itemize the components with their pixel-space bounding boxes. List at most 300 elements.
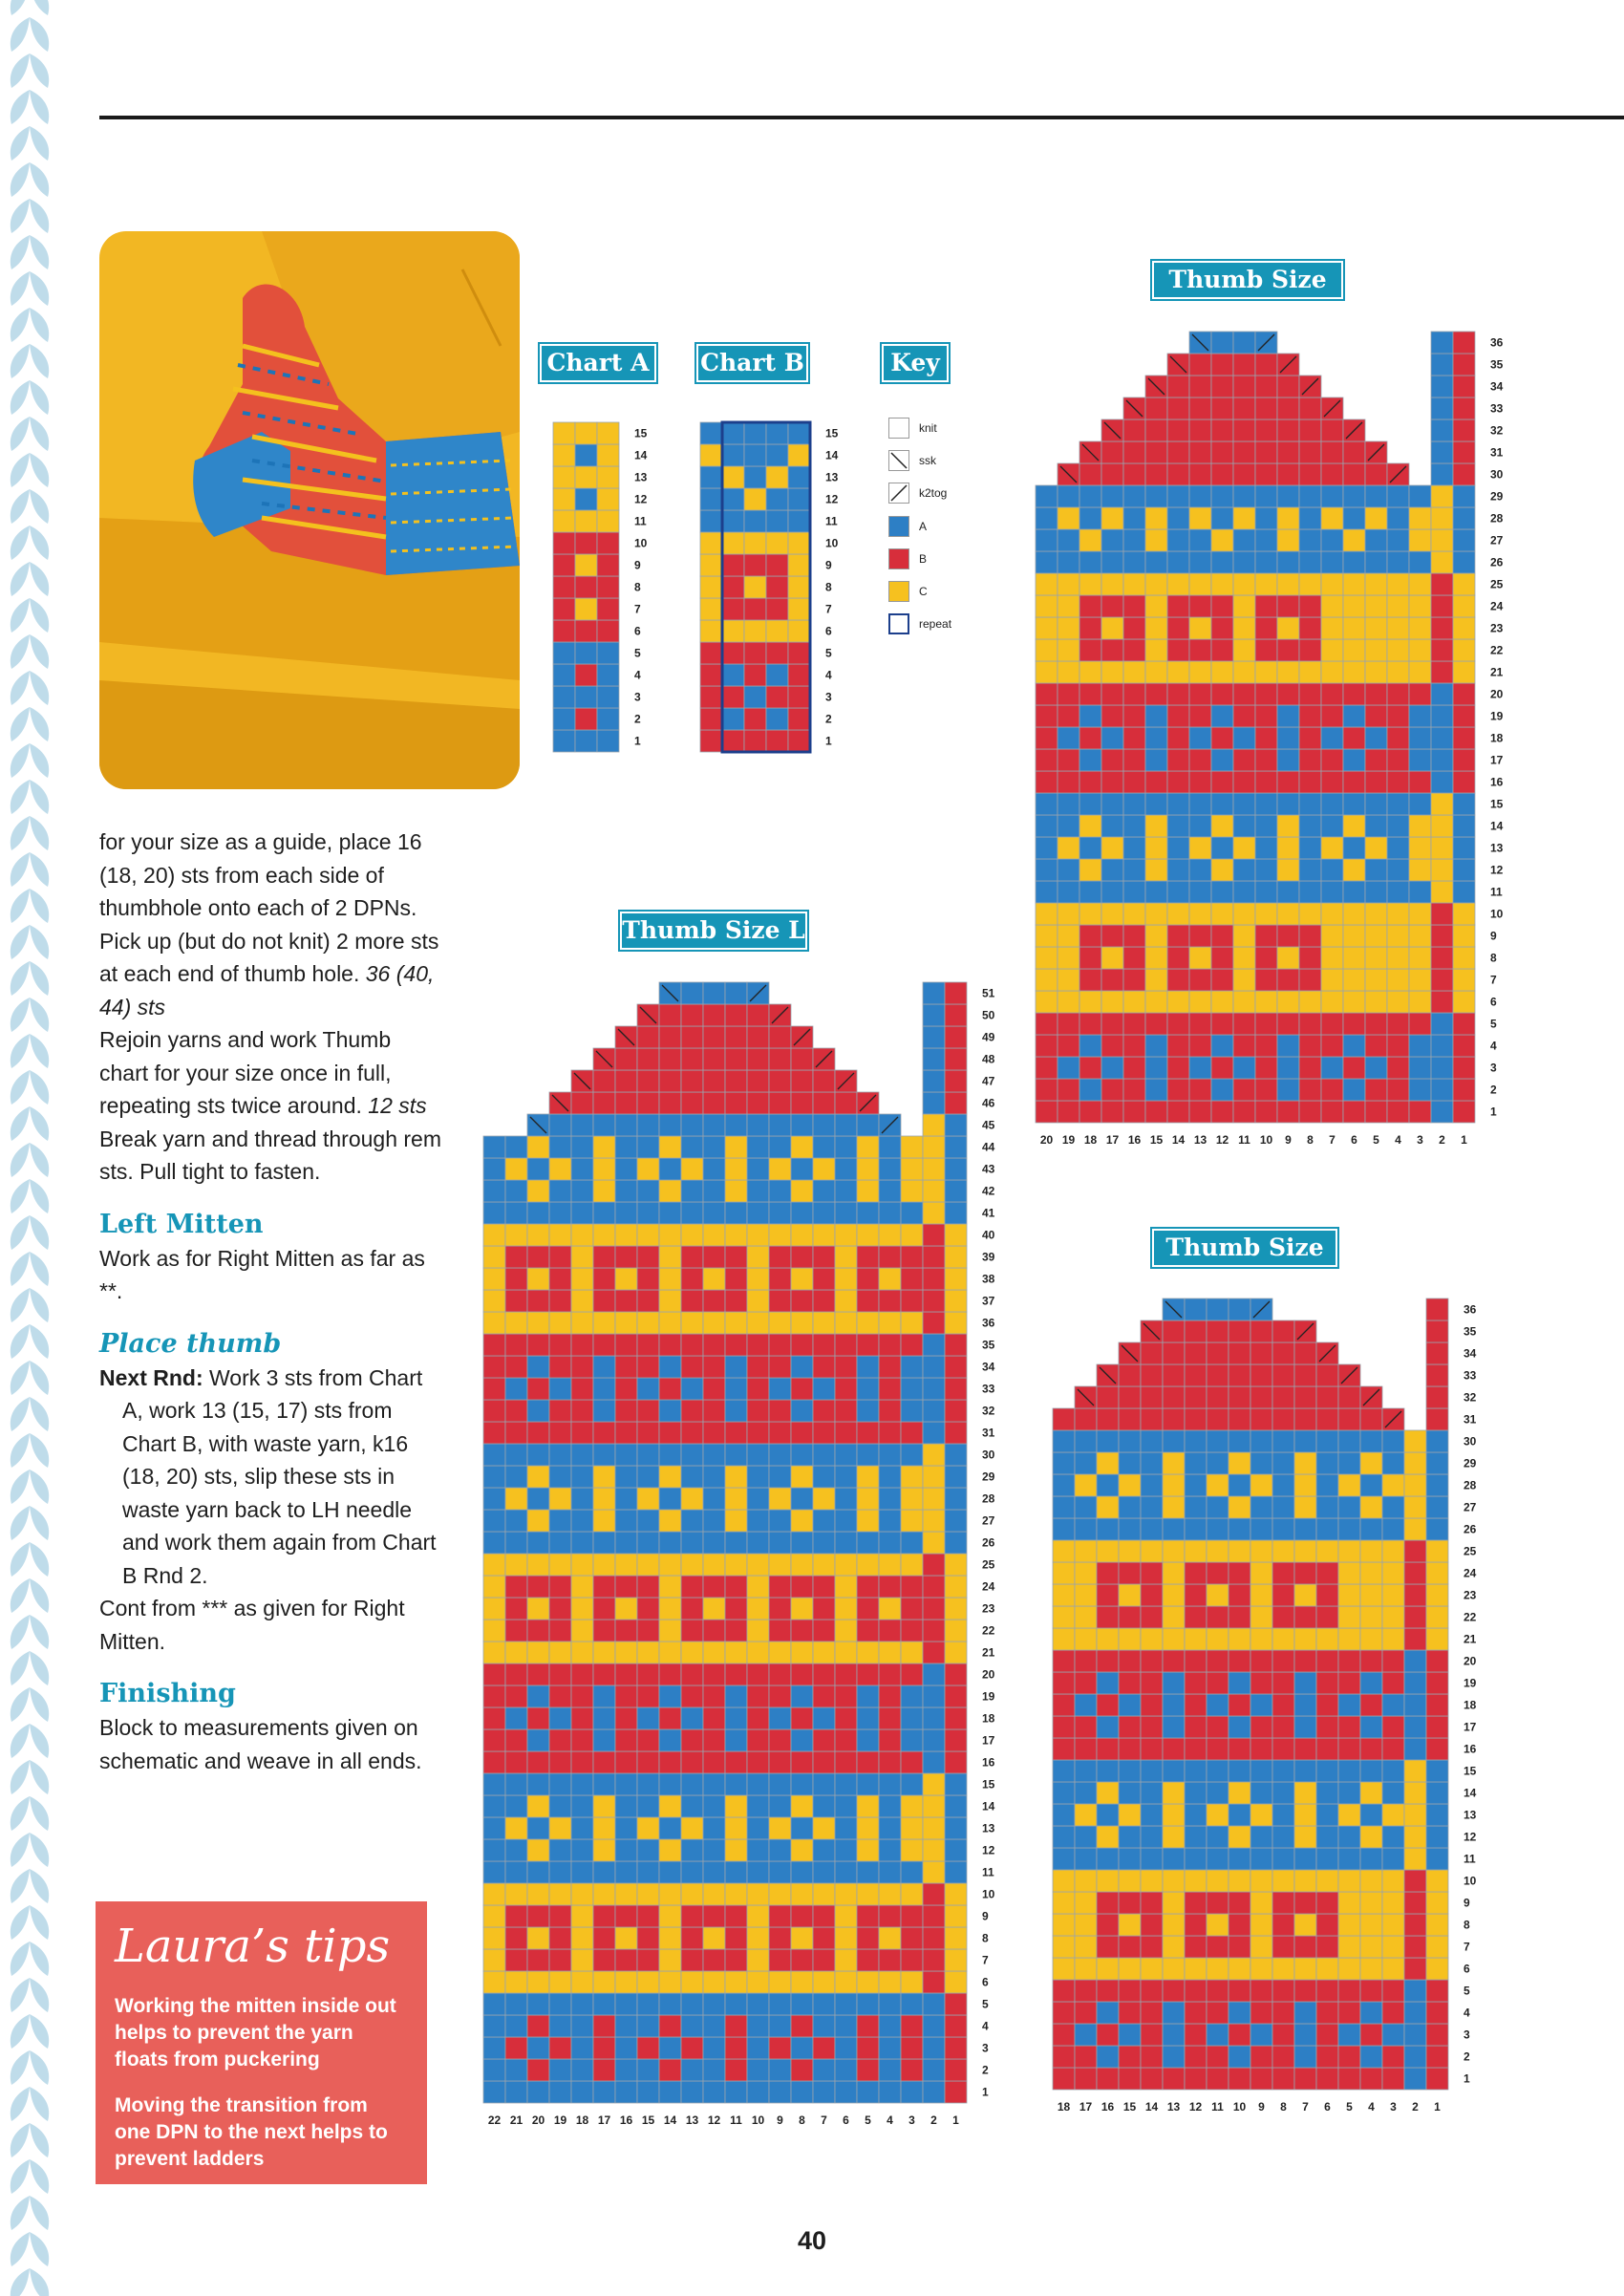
thumb-l-cell [857, 1839, 879, 1861]
thumb-l-col-label: 21 [509, 2114, 524, 2127]
thumb-m-cell [1277, 617, 1299, 639]
thumb-l-row-label: 29 [982, 1470, 995, 1484]
thumb-l-cell [813, 1356, 835, 1378]
thumb-m-cell [1299, 617, 1321, 639]
thumb-l-cell [483, 1224, 505, 1246]
thumb-m-cell [1453, 397, 1475, 419]
thumb-m-cell [1123, 925, 1145, 947]
thumb-s-cell [1141, 1936, 1163, 1958]
thumb-s-cell [1338, 2046, 1360, 2068]
thumb-l-cell [505, 1729, 527, 1751]
thumb-s-cell [1075, 1804, 1097, 1826]
thumb-l-cell [549, 1773, 571, 1795]
thumb-m-cell [1211, 354, 1233, 376]
thumb-s-cell [1426, 1584, 1448, 1606]
thumb-m-cell [1211, 727, 1233, 749]
thumb-l-cell [659, 1927, 681, 1949]
thumb-s-cell [1338, 1628, 1360, 1650]
thumb-s-cell [1229, 1892, 1250, 1914]
thumb-m-cell [1431, 595, 1453, 617]
chart-a-cell [553, 642, 575, 664]
thumb-l-cell [527, 1378, 549, 1400]
thumb-l-cell [945, 1180, 967, 1202]
thumb-s-cell [1163, 1958, 1185, 1980]
thumb-l-cell [923, 1883, 945, 1905]
thumb-s-cell [1250, 1518, 1272, 1540]
thumb-l-cell [615, 1444, 637, 1466]
thumb-l-cell [505, 1246, 527, 1268]
thumb-l-cell [505, 1444, 527, 1466]
thumb-l-cell [901, 1839, 923, 1861]
thumb-s-cell [1185, 1452, 1207, 1474]
thumb-l-cell [549, 2081, 571, 2103]
thumb-l-cell [857, 1554, 879, 1576]
thumb-s-cell [1250, 1474, 1272, 1496]
thumb-l-cell [681, 1378, 703, 1400]
thumb-l-cell [637, 1729, 659, 1751]
thumb-s-cell [1426, 1364, 1448, 1386]
thumb-l-cell [857, 1136, 879, 1158]
thumb-m-row-label: 30 [1490, 467, 1504, 482]
thumb-s-cell [1229, 1298, 1250, 1320]
thumb-m-cell [1321, 683, 1343, 705]
thumb-l-cell [835, 1949, 857, 1971]
thumb-s-cell [1426, 1342, 1448, 1364]
thumb-m-cell [1387, 727, 1409, 749]
thumb-s-cell [1141, 1628, 1163, 1650]
thumb-l-cell [615, 1883, 637, 1905]
thumb-l-cell [571, 2059, 593, 2081]
thumb-l-cell [923, 1312, 945, 1334]
thumb-l-cell [703, 1773, 725, 1795]
thumb-s-cell [1119, 1716, 1141, 1738]
chart-a-cell [597, 532, 619, 554]
thumb-l-cell [923, 2059, 945, 2081]
thumb-m-cell [1189, 903, 1211, 925]
thumb-l-cell [505, 1136, 527, 1158]
thumb-m-cell [1189, 947, 1211, 969]
thumb-l-cell [527, 2081, 549, 2103]
thumb-m-cell [1036, 705, 1058, 727]
thumb-s-cell [1119, 1892, 1141, 1914]
thumb-m-cell [1233, 815, 1255, 837]
chart-b-grid [700, 422, 839, 752]
chart-b-row-label: 4 [825, 668, 832, 682]
thumb-m-cell [1101, 969, 1123, 991]
thumb-m-cell [1123, 617, 1145, 639]
thumb-s-cell [1163, 1760, 1185, 1782]
thumb-l-cell [879, 2059, 901, 2081]
chart-a-row-label: 2 [634, 712, 641, 726]
thumb-s-cell [1338, 1584, 1360, 1606]
thumb-m-cell [1036, 661, 1058, 683]
thumb-s-cell [1404, 1694, 1426, 1716]
thumb-l-cell [637, 1488, 659, 1510]
thumb-l-cell [681, 2059, 703, 2081]
thumb-l-cell [813, 1202, 835, 1224]
thumb-l-cell [527, 1927, 549, 1949]
thumb-l-cell [813, 1422, 835, 1444]
thumb-l-cell [747, 1422, 769, 1444]
thumb-l-cell [681, 1444, 703, 1466]
thumb-l-cell [615, 1400, 637, 1422]
thumb-l-cell [923, 1576, 945, 1598]
thumb-m-cell [1101, 573, 1123, 595]
thumb-l-cell [923, 1510, 945, 1532]
thumb-s-cell [1207, 1540, 1229, 1562]
thumb-l-cell [593, 2081, 615, 2103]
thumb-m-cell [1321, 1101, 1343, 1123]
thumb-s-cell [1360, 2002, 1382, 2024]
thumb-l-cell [659, 1817, 681, 1839]
thumb-l-cell [769, 1949, 791, 1971]
thumb-l-cell [637, 1334, 659, 1356]
thumb-m-cell [1365, 529, 1387, 551]
thumb-s-cell [1250, 1364, 1272, 1386]
thumb-s-cell [1163, 2046, 1185, 2068]
thumb-l-cell [725, 1070, 747, 1092]
thumb-l-cell [527, 1268, 549, 1290]
thumb-s-cell [1229, 1606, 1250, 1628]
thumb-s-cell [1185, 1606, 1207, 1628]
thumb-m-cell [1036, 991, 1058, 1013]
thumb-s-cell [1338, 1804, 1360, 1826]
thumb-l-cell [813, 1510, 835, 1532]
thumb-m-cell [1211, 749, 1233, 771]
thumb-s-cell [1141, 1584, 1163, 1606]
thumb-m-cell [1453, 683, 1475, 705]
thumb-m-cell [1387, 1101, 1409, 1123]
thumb-l-cell [483, 1839, 505, 1861]
thumb-l-row-label: 24 [982, 1579, 995, 1594]
thumb-l-cell [703, 1949, 725, 1971]
thumb-s-cell [1360, 1650, 1382, 1672]
thumb-l-cell [659, 1993, 681, 2015]
thumb-l-cell [571, 1751, 593, 1773]
left-mitten-text: Work as for Right Mitten as far as **. [99, 1245, 425, 1303]
thumb-l-cell [879, 1180, 901, 1202]
thumb-l-cell [637, 1312, 659, 1334]
thumb-l-cell [681, 1729, 703, 1751]
thumb-m-cell [1167, 815, 1189, 837]
chart-b-cell [700, 444, 722, 466]
thumb-l-cell [659, 1883, 681, 1905]
thumb-m-cell [1233, 617, 1255, 639]
thumb-l-cell [857, 1444, 879, 1466]
thumb-m-cell [1365, 727, 1387, 749]
thumb-s-cell [1426, 1980, 1448, 2002]
thumb-s-cell [1119, 1826, 1141, 1848]
thumb-m-cell [1145, 1057, 1167, 1079]
thumb-m-cell [1453, 859, 1475, 881]
thumb-m-col-label: 3 [1417, 1133, 1423, 1147]
thumb-l-cell [769, 1180, 791, 1202]
thumb-m-row-label: 34 [1490, 379, 1504, 394]
thumb-s-cell [1316, 1672, 1338, 1694]
thumb-s-cell [1163, 1496, 1185, 1518]
thumb-pickup-text: for your size as a guide, place 16 (18, 20) sts from each side of thumbhole onto each of 2 DPNs. Pick up (but do not knit) 2 more sts at each end of thumb hole. [99, 829, 439, 986]
thumb-m-cell [1079, 881, 1101, 903]
thumb-s-cell [1163, 2024, 1185, 2046]
thumb-l-cell [813, 1839, 835, 1861]
thumb-m-cell [1189, 837, 1211, 859]
thumb-l-cell [527, 1246, 549, 1268]
thumb-l-cell [505, 1488, 527, 1510]
chart-a-cell [597, 554, 619, 576]
thumb-s-cell [1382, 1958, 1404, 1980]
thumb-l-cell [835, 1685, 857, 1707]
thumb-s-cell [1185, 1694, 1207, 1716]
thumb-l-cell [593, 1773, 615, 1795]
thumb-l-cell [901, 1620, 923, 1642]
thumb-s-cell [1053, 1716, 1075, 1738]
thumb-l-cell [571, 1532, 593, 1554]
thumb-l-cell [879, 1707, 901, 1729]
thumb-l-cell [593, 1576, 615, 1598]
chart-b-cell [722, 510, 744, 532]
thumb-m-cell [1079, 749, 1101, 771]
thumb-s-cell [1360, 1738, 1382, 1760]
thumb-l-cell [791, 1158, 813, 1180]
thumb-l-cell [835, 1905, 857, 1927]
thumb-m-cell [1453, 925, 1475, 947]
thumb-l-cell [593, 1927, 615, 1949]
thumb-l-cell [483, 1620, 505, 1642]
thumb-l-cell [879, 1751, 901, 1773]
thumb-l-cell [681, 1993, 703, 2015]
chart-b-cell [744, 532, 766, 554]
thumb-s-cell [1163, 1738, 1185, 1760]
thumb-l-cell [923, 1620, 945, 1642]
chart-b-cell [722, 466, 744, 488]
thumb-s-cell [1097, 1408, 1119, 1430]
thumb-l-cell [615, 2059, 637, 2081]
thumb-m-cell [1255, 573, 1277, 595]
thumb-l-cell [483, 1707, 505, 1729]
thumb-m-cell [1299, 551, 1321, 573]
thumb-l-cell [901, 1795, 923, 1817]
thumb-l-cell [879, 1444, 901, 1466]
thumb-l-cell [681, 1136, 703, 1158]
thumb-s-cell [1316, 1892, 1338, 1914]
thumb-l-cell [725, 1334, 747, 1356]
thumb-s-cell [1426, 1474, 1448, 1496]
thumb-s-cell [1207, 1430, 1229, 1452]
thumb-s-cell [1229, 1760, 1250, 1782]
thumb-m-cell [1189, 419, 1211, 441]
thumb-s-cell [1338, 1848, 1360, 1870]
thumb-m-row-label: 8 [1490, 951, 1497, 965]
thumb-l-cell [879, 1202, 901, 1224]
thumb-l-cell [747, 1971, 769, 1993]
thumb-l-cell [791, 1378, 813, 1400]
thumb-l-cell [879, 1422, 901, 1444]
thumb-s-cell [1141, 1958, 1163, 1980]
thumb-l-col-label: 8 [799, 2114, 805, 2127]
thumb-s-cell [1404, 1672, 1426, 1694]
thumb-l-cell [681, 1070, 703, 1092]
thumb-l-cell [659, 1576, 681, 1598]
thumb-m-cell [1365, 485, 1387, 507]
thumb-s-cell [1163, 1936, 1185, 1958]
thumb-s-cell [1119, 1936, 1141, 1958]
thumb-m-cell [1255, 354, 1277, 376]
thumb-l-cell [835, 1312, 857, 1334]
thumb-s-col-label: 4 [1368, 2100, 1375, 2114]
thumb-m-cell [1387, 925, 1409, 947]
thumb-l-cell [791, 1685, 813, 1707]
chart-b-cell [700, 532, 722, 554]
thumb-l-cell [681, 1290, 703, 1312]
thumb-l-cell [835, 1620, 857, 1642]
thumb-s-cell [1404, 1738, 1426, 1760]
thumb-l-cell [505, 1993, 527, 2015]
thumb-l-cell [835, 1334, 857, 1356]
thumb-l-cell [813, 1488, 835, 1510]
thumb-s-cell [1163, 1386, 1185, 1408]
thumb-l-cell [659, 1224, 681, 1246]
continue-text: Cont from *** as given for Right Mitten. [99, 1596, 405, 1654]
thumb-pickup-count: 36 (40, 44) sts [99, 961, 435, 1019]
thumb-s-cell [1426, 1496, 1448, 1518]
thumb-l-cell [791, 1883, 813, 1905]
chart-b-cell [700, 708, 722, 730]
chart-a-cell [553, 730, 575, 752]
thumb-s-cell [1185, 1540, 1207, 1562]
thumb-l-cell [945, 2059, 967, 2081]
chart-a-cell [575, 488, 597, 510]
thumb-l-cell [703, 1993, 725, 2015]
thumb-l-cell [659, 1620, 681, 1642]
thumb-l-cell [483, 1532, 505, 1554]
thumb-m-cell [1409, 661, 1431, 683]
thumb-s-cell [1163, 1870, 1185, 1892]
thumb-l-cell [857, 1883, 879, 1905]
thumb-m-cell [1431, 881, 1453, 903]
thumb-l-row-label: 18 [982, 1711, 995, 1726]
thumb-m-cell [1387, 639, 1409, 661]
thumb-s-cell [1141, 1342, 1163, 1364]
thumb-m-cell [1255, 551, 1277, 573]
thumb-m-cell [1343, 529, 1365, 551]
thumb-m-col-label: 11 [1238, 1133, 1250, 1147]
thumb-l-cell [593, 1070, 615, 1092]
thumb-l-cell [571, 1224, 593, 1246]
thumb-s-cell [1382, 1848, 1404, 1870]
thumb-m-cell [1123, 595, 1145, 617]
thumb-l-cell [901, 1378, 923, 1400]
thumb-l-cell [681, 1598, 703, 1620]
thumb-s-cell [1338, 1958, 1360, 1980]
thumb-l-cell [769, 1158, 791, 1180]
thumb-m-cell [1211, 859, 1233, 881]
thumb-l-cell [615, 2037, 637, 2059]
thumb-m-cell [1189, 376, 1211, 397]
thumb-s-cell [1163, 1452, 1185, 1474]
thumb-m-cell [1365, 617, 1387, 639]
thumb-l-cell [483, 1576, 505, 1598]
thumb-m-col-label: 12 [1215, 1133, 1229, 1147]
thumb-l-cell [813, 1532, 835, 1554]
thumb-s-cell [1338, 1694, 1360, 1716]
thumb-l-cell [835, 1993, 857, 2015]
thumb-m-cell [1365, 859, 1387, 881]
thumb-m-cell [1189, 727, 1211, 749]
thumb-s-grid [1053, 1298, 1477, 2114]
thumb-l-cell [549, 1180, 571, 1202]
thumb-s-cell [1404, 1628, 1426, 1650]
thumb-s-cell [1207, 1474, 1229, 1496]
thumb-m-cell [1453, 991, 1475, 1013]
thumb-s-cell [1207, 1958, 1229, 1980]
chart-b-cell [788, 510, 810, 532]
thumb-l-cell [747, 1488, 769, 1510]
thumb-s-cell [1141, 1562, 1163, 1584]
thumb-s-cell [1229, 2068, 1250, 2090]
thumb-m-cell [1431, 441, 1453, 463]
thumb-m-cell [1167, 376, 1189, 397]
thumb-s-cell [1316, 2046, 1338, 2068]
thumb-l-cell [879, 1290, 901, 1312]
thumb-m-cell [1387, 507, 1409, 529]
thumb-s-cell [1382, 1562, 1404, 1584]
chart-b-cell [744, 686, 766, 708]
thumb-l-cell [483, 1927, 505, 1949]
thumb-l-cell [681, 1224, 703, 1246]
chart-a-row-label: 5 [634, 646, 641, 660]
thumb-l-cell [571, 1158, 593, 1180]
thumb-l-cell [571, 1971, 593, 1993]
thumb-l-cell [593, 1224, 615, 1246]
thumb-m-cell [1277, 749, 1299, 771]
thumb-s-row-label: 30 [1464, 1434, 1477, 1448]
thumb-s-cell [1229, 1452, 1250, 1474]
thumb-m-cell [1387, 551, 1409, 573]
thumb-l-cell [813, 1268, 835, 1290]
thumb-s-row-label: 6 [1464, 1962, 1470, 1976]
chart-b-cell [722, 444, 744, 466]
thumb-m-cell [1036, 639, 1058, 661]
thumb-l-cell [725, 1114, 747, 1136]
thumb-m-cell [1255, 925, 1277, 947]
thumb-s-cell [1229, 1738, 1250, 1760]
thumb-l-cell [549, 1444, 571, 1466]
chart-b-row-label: 12 [825, 492, 839, 506]
thumb-l-cell [571, 1839, 593, 1861]
thumb-l-cell [483, 2081, 505, 2103]
thumb-m-cell [1211, 419, 1233, 441]
thumb-s-cell [1141, 2024, 1163, 2046]
thumb-m-cell [1101, 727, 1123, 749]
thumb-m-cell [1255, 859, 1277, 881]
thumb-s-row-label: 31 [1464, 1412, 1477, 1427]
thumb-l-cell [923, 1334, 945, 1356]
thumb-m-cell [1255, 903, 1277, 925]
thumb-l-cell [593, 1642, 615, 1663]
chart-b-cell [744, 598, 766, 620]
thumb-s-cell [1119, 1870, 1141, 1892]
thumb-l-cell [901, 1356, 923, 1378]
thumb-l-cell [681, 1488, 703, 1510]
thumb-m-cell [1101, 441, 1123, 463]
thumb-s-cell [1163, 1892, 1185, 1914]
thumb-m-cell [1058, 991, 1079, 1013]
thumb-l-cell [835, 1576, 857, 1598]
chart-a-cell [553, 532, 575, 554]
thumb-l-cell [637, 1422, 659, 1444]
thumb-l-cell [615, 1576, 637, 1598]
thumb-m-cell [1101, 815, 1123, 837]
